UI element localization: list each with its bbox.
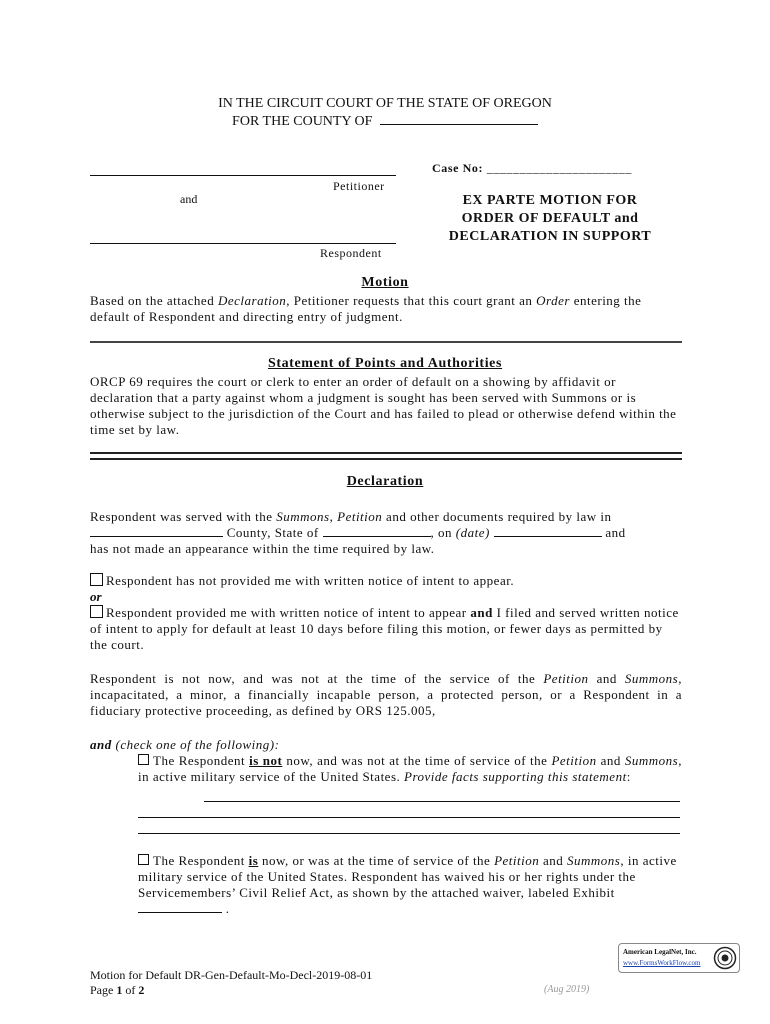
county-label: FOR THE COUNTY OF bbox=[232, 114, 373, 129]
logo-url[interactable]: www.FormsWorkFlow.com bbox=[623, 959, 701, 967]
declaration-heading: Declaration bbox=[346, 474, 424, 489]
served-line-1: Respondent was served with the Summons, Petition and other documents required by law in bbox=[90, 509, 612, 524]
facts-line-3[interactable] bbox=[138, 833, 680, 834]
page-number: Page 1 of 2 bbox=[90, 983, 145, 997]
form-id: Motion for Default DR-Gen-Default-Mo-Decl-2019-08-01 bbox=[90, 968, 373, 982]
footer bbox=[90, 968, 372, 998]
section-divider-double bbox=[90, 452, 682, 454]
logo-name: American LegalNet, Inc. bbox=[623, 948, 697, 956]
case-no-label: Case No: bbox=[432, 161, 484, 175]
or-label: or bbox=[90, 589, 102, 604]
motion-text: Based on the attached Declaration, Petitioner requests that this court grant an Order entering the default of Respondent and directing entry of judgment. bbox=[90, 293, 642, 324]
military-option-2-checkbox[interactable] bbox=[138, 854, 149, 865]
served-county-field[interactable] bbox=[90, 525, 223, 537]
petitioner-line[interactable] bbox=[90, 175, 396, 176]
military-option-1[interactable]: The Respondent is not now, and was not at the time of service of the Petition and Summons, in active military service of the United States. Provide facts supporting this statement: bbox=[138, 753, 682, 784]
points-heading: Statement of Points and Authorities bbox=[267, 356, 503, 371]
legalnet-seal-icon bbox=[713, 946, 737, 970]
option-2-checkbox[interactable] bbox=[90, 605, 103, 618]
served-date-field[interactable] bbox=[494, 525, 602, 537]
points-text: ORCP 69 requires the court or clerk to enter an order of default on a showing by affidavit or declaration that a party against whom a judgment is sought has been served with Summons or is otherwise subject to the jurisdiction of the Court and has failed to plead or otherwise defend within the time set by law. bbox=[90, 374, 677, 437]
case-number[interactable] bbox=[432, 161, 632, 176]
exhibit-field[interactable] bbox=[138, 901, 222, 913]
military-option-2[interactable]: The Respondent is now, or was at the time of service of the Petition and Summons, in active military service of the United States. Respondent has waived his or her rights under the Servicemembers’ Civil Relief Act, as shown by the attached waiver, labeled Exhibit . bbox=[138, 853, 677, 916]
title-line-1: EX PARTE MOTION FOR bbox=[462, 193, 638, 208]
county-field[interactable] bbox=[380, 113, 538, 125]
facts-line-2[interactable] bbox=[138, 817, 680, 818]
petitioner-label: Petitioner bbox=[333, 179, 385, 193]
motion-heading: Motion bbox=[361, 275, 409, 290]
facts-line-1[interactable] bbox=[204, 801, 680, 802]
case-no-blank: ______________________ bbox=[486, 161, 632, 175]
respondent-label: Respondent bbox=[320, 246, 382, 260]
option-2[interactable]: Respondent provided me with written notice of intent to appear and I filed and served written notice of intent to apply for default at least 10 days before filing this motion, or fewer days as permitted by the court. bbox=[90, 605, 679, 652]
and-check-one: and (check one of the following): bbox=[90, 737, 280, 752]
court-line-2 bbox=[90, 113, 680, 131]
respondent-line[interactable] bbox=[90, 243, 396, 244]
served-line-3: has not made an appearance within the time required by law. bbox=[90, 541, 435, 556]
legalnet-logo bbox=[618, 943, 740, 973]
option-1[interactable]: Respondent has not provided me with written notice of intent to appear. bbox=[90, 573, 682, 589]
court-line-1: IN THE CIRCUIT COURT OF THE STATE OF OREGON bbox=[218, 96, 552, 111]
section-divider bbox=[90, 341, 682, 343]
revision-date: (Aug 2019) bbox=[544, 984, 590, 995]
status-paragraph: Respondent is not now, and was not at the time of the service of the Petition and Summons, incapacitated, a minor, a financially incapable person, a protected person, or a Respondent in a fiduciary protective proceeding, as defined by ORS 125.005, bbox=[90, 671, 682, 718]
title-line-3: DECLARATION IN SUPPORT bbox=[448, 229, 652, 244]
court-heading bbox=[90, 95, 680, 131]
served-line-2: County, State of , on (date) and bbox=[90, 525, 682, 541]
and-label: and bbox=[180, 192, 198, 206]
document-title bbox=[420, 192, 680, 246]
option-1-checkbox[interactable] bbox=[90, 573, 103, 586]
served-state-field[interactable] bbox=[323, 525, 431, 537]
section-divider-double-2 bbox=[90, 458, 682, 460]
military-option-1-checkbox[interactable] bbox=[138, 754, 149, 765]
title-line-2: ORDER OF DEFAULT and bbox=[461, 211, 639, 226]
served-paragraph bbox=[90, 509, 682, 557]
